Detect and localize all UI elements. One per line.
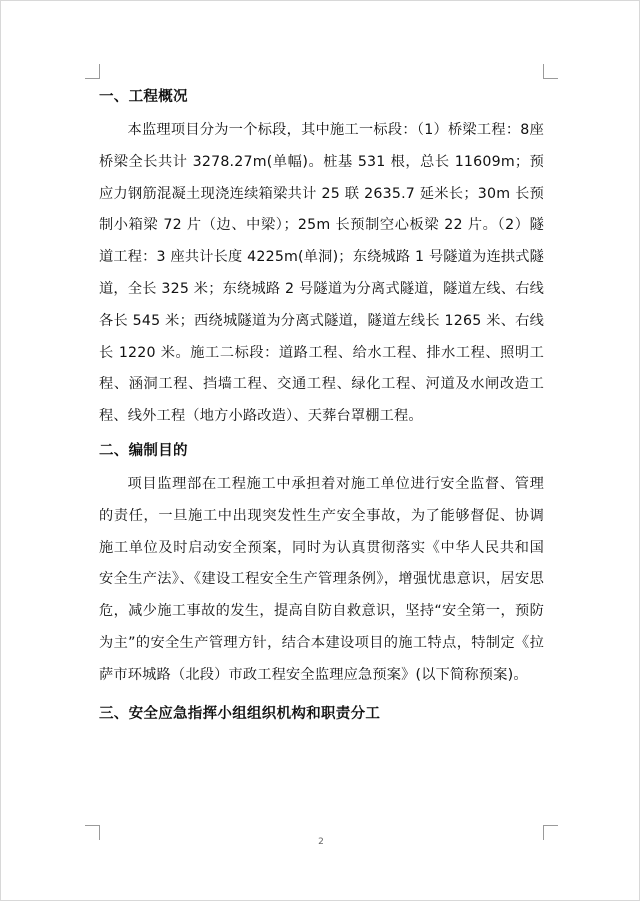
section-heading-organization: 三、安全应急指挥小组组织机构和职责分工 — [99, 705, 381, 722]
section-heading-purpose: 二、编制目的 — [99, 442, 188, 459]
section-heading-overview: 一、工程概况 — [99, 89, 188, 105]
crop-mark-top-left — [85, 64, 100, 79]
section-paragraph-overview: 本监理项目分为一个标段，其中施工一标段：（1）桥梁工程：8座桥梁全长共计 3278.27m(单幅)。桩基 531 根，总长 11609m；预应力钢筋混凝土现浇连续箱梁共计 25 联 2635.7 延米长；30m 长预制小箱梁 72 片（边、中梁）；25m 长预制空心板梁 22 片。（2）隧道工程：3 座共计长度 4225m(单洞)；东绕城路 1 号隧道为连拱式隧道，全长 325 米；东绕城路 2 号隧道为分离式隧道，隧道左线、右线各长 545 米；西绕城隧道为分离式隧道，隧道左线长 1265 米、右线长 1220 米。施工二标段：道路工程、给水工程、排水工程、照明工程、涵洞工程、挡墙工程、交通工程、绿化工程、河道及水闸改造工程、线外工程（地方小路改造）、天葬台罩棚工程。 — [99, 122, 544, 425]
document-body — [99, 85, 544, 726]
crop-mark-top-right — [543, 64, 558, 79]
page-number: 2 — [318, 837, 324, 847]
section-paragraph-purpose: 项目监理部在工程施工中承担着对施工单位进行安全监督、管理的责任，一旦施工中出现突发性生产安全事故，为了能够督促、协调施工单位及时启动安全预案，同时为认真贯彻落实《中华人民共和国安全生产法》、《建设工程安全生产管理条例》，增强忧患意识，居安思危，减少施工事故的发生，提高自防自救意识，坚持“安全第一，预防为主”的安全生产管理方针，结合本建设项目的施工特点，特制定《拉萨市环城路（北段）市政工程安全监理应急预案》(以下简称预案)。 — [99, 475, 544, 683]
